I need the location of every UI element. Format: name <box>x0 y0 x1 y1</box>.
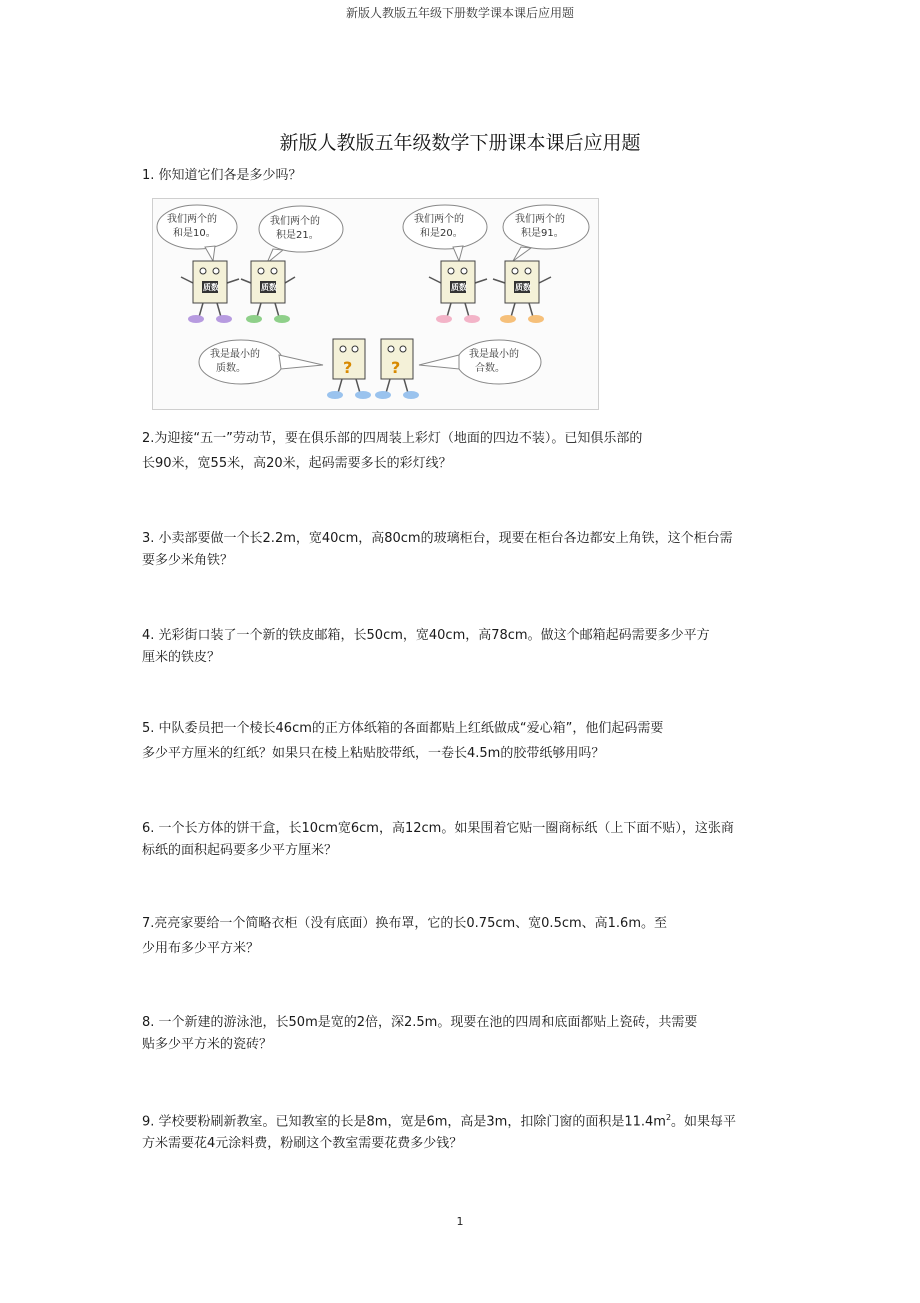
card-character-5 <box>327 339 371 399</box>
question-7 <box>142 913 667 960</box>
question-3-line-1: 3. 小卖部要做一个长2.2m，宽40cm，高80cm的玻璃柜台，现要在柜台各边都安上角铁，这个柜台需 <box>142 531 733 546</box>
question-1 <box>142 165 302 187</box>
question-mark-5: ? <box>343 358 353 377</box>
bubble-6-line-1: 我是最小的 <box>469 349 519 360</box>
question-4-line-2: 厘米的铁皮？ <box>142 650 221 665</box>
bubble-5-line-2: 质数。 <box>216 363 246 374</box>
bubble-6-line-2: 合数。 <box>475 363 505 374</box>
question-6-line-2: 标纸的面积起码要多少平方厘米？ <box>142 843 338 858</box>
question-6-line-1: 6. 一个长方体的饼干盒，长10cm宽6cm，高12cm。如果围着它贴一圈商标纸（上下面不贴），这张商 <box>142 821 734 836</box>
card-character-2 <box>241 261 295 323</box>
bubble-5-line-1: 我是最小的 <box>210 349 260 360</box>
question-4-line-1: 4. 光彩街口装了一个新的铁皮邮箱，长50cm，宽40cm，高78cm。做这个邮箱起码需要多少平方 <box>142 628 710 643</box>
running-header: 新版人教版五年级下册数学课本课后应用题 <box>345 6 574 20</box>
bubble-2-line-2: 积是21。 <box>276 230 319 241</box>
question-9-line-2: 方米需要花4元涂料费，粉刷这个教室需要花费多少钱？ <box>142 1136 463 1152</box>
question-3-line-2: 要多少米角铁？ <box>142 553 234 568</box>
card-1-label: 质数 <box>203 283 219 292</box>
page-title: 新版人教版五年级数学下册课本课后应用题 <box>279 132 641 154</box>
card-3-label: 质数 <box>451 283 467 292</box>
question-2-line-2: 长90米，宽55米，高20米，起码需要多长的彩灯线？ <box>142 456 452 471</box>
question-5-line-1: 5. 中队委员把一个棱长46cm的正方体纸箱的各面都贴上红纸做成“爱心箱”，他们起码需要 <box>142 721 664 736</box>
bubble-1-line-1: 我们两个的 <box>167 214 217 225</box>
speech-bubble-4 <box>503 205 589 261</box>
number-characters-illustration <box>152 198 599 410</box>
bubble-1-line-2: 和是10。 <box>173 228 216 239</box>
bubble-2-line-1: 我们两个的 <box>270 216 320 227</box>
illustration-svg <box>153 199 598 409</box>
card-character-6 <box>375 339 419 399</box>
question-5-line-2: 多少平方厘米的红纸？如果只在棱上粘贴胶带纸，一卷长4.5m的胶带纸够用吗？ <box>142 746 605 761</box>
question-8 <box>142 1012 697 1056</box>
question-2 <box>142 428 642 475</box>
card-4-label: 质数 <box>515 283 531 292</box>
speech-bubble-1 <box>157 205 237 261</box>
question-9 <box>142 1107 736 1155</box>
card-character-4 <box>493 261 551 323</box>
speech-bubble-2 <box>259 206 343 263</box>
question-7-line-1: 7.亮亮家要给一个简略衣柜（没有底面）换布罩，它的长0.75cm、宽0.5cm、高1.6m。至 <box>142 916 667 931</box>
speech-bubble-6 <box>419 340 541 384</box>
question-6 <box>142 818 734 862</box>
question-5 <box>142 718 663 765</box>
question-9-line-1-start: 9. 学校要粉刷新教室。已知教室的长是8m，宽是6m，高是3m，扣除门窗的面积是11.4m <box>142 1114 666 1130</box>
bubble-3-line-1: 我们两个的 <box>414 214 464 225</box>
page-number: 1 <box>456 1215 464 1228</box>
bubble-3-line-2: 和是20。 <box>420 228 463 239</box>
card-character-1 <box>181 261 239 323</box>
question-1-line-1: 1. 你知道它们各是多少吗？ <box>142 168 302 183</box>
card-2-label: 质数 <box>261 283 277 292</box>
question-8-line-1: 8. 一个新建的游泳池，长50m是宽的2倍，深2.5m。现要在池的四周和底面都贴上瓷砖，共需要 <box>142 1015 698 1030</box>
question-9-line-1 <box>142 1107 736 1133</box>
question-3 <box>142 528 733 572</box>
card-character-3 <box>429 261 487 323</box>
question-7-line-2: 少用布多少平方米？ <box>142 941 260 956</box>
question-mark-6: ? <box>391 358 401 377</box>
bubble-4-line-1: 我们两个的 <box>515 214 565 225</box>
question-2-line-1: 2.为迎接“五一”劳动节，要在俱乐部的四周装上彩灯（地面的四边不装）。已知俱乐部的 <box>142 431 643 446</box>
superscript-exponent: 2 <box>665 1113 672 1122</box>
question-9-line-1-end: 。如果每平 <box>671 1114 737 1130</box>
question-4 <box>142 625 710 669</box>
speech-bubble-3 <box>403 205 487 261</box>
question-8-line-2: 贴多少平方米的瓷砖？ <box>142 1037 273 1052</box>
speech-bubble-5 <box>199 340 323 384</box>
bubble-4-line-2: 积是91。 <box>521 228 564 239</box>
